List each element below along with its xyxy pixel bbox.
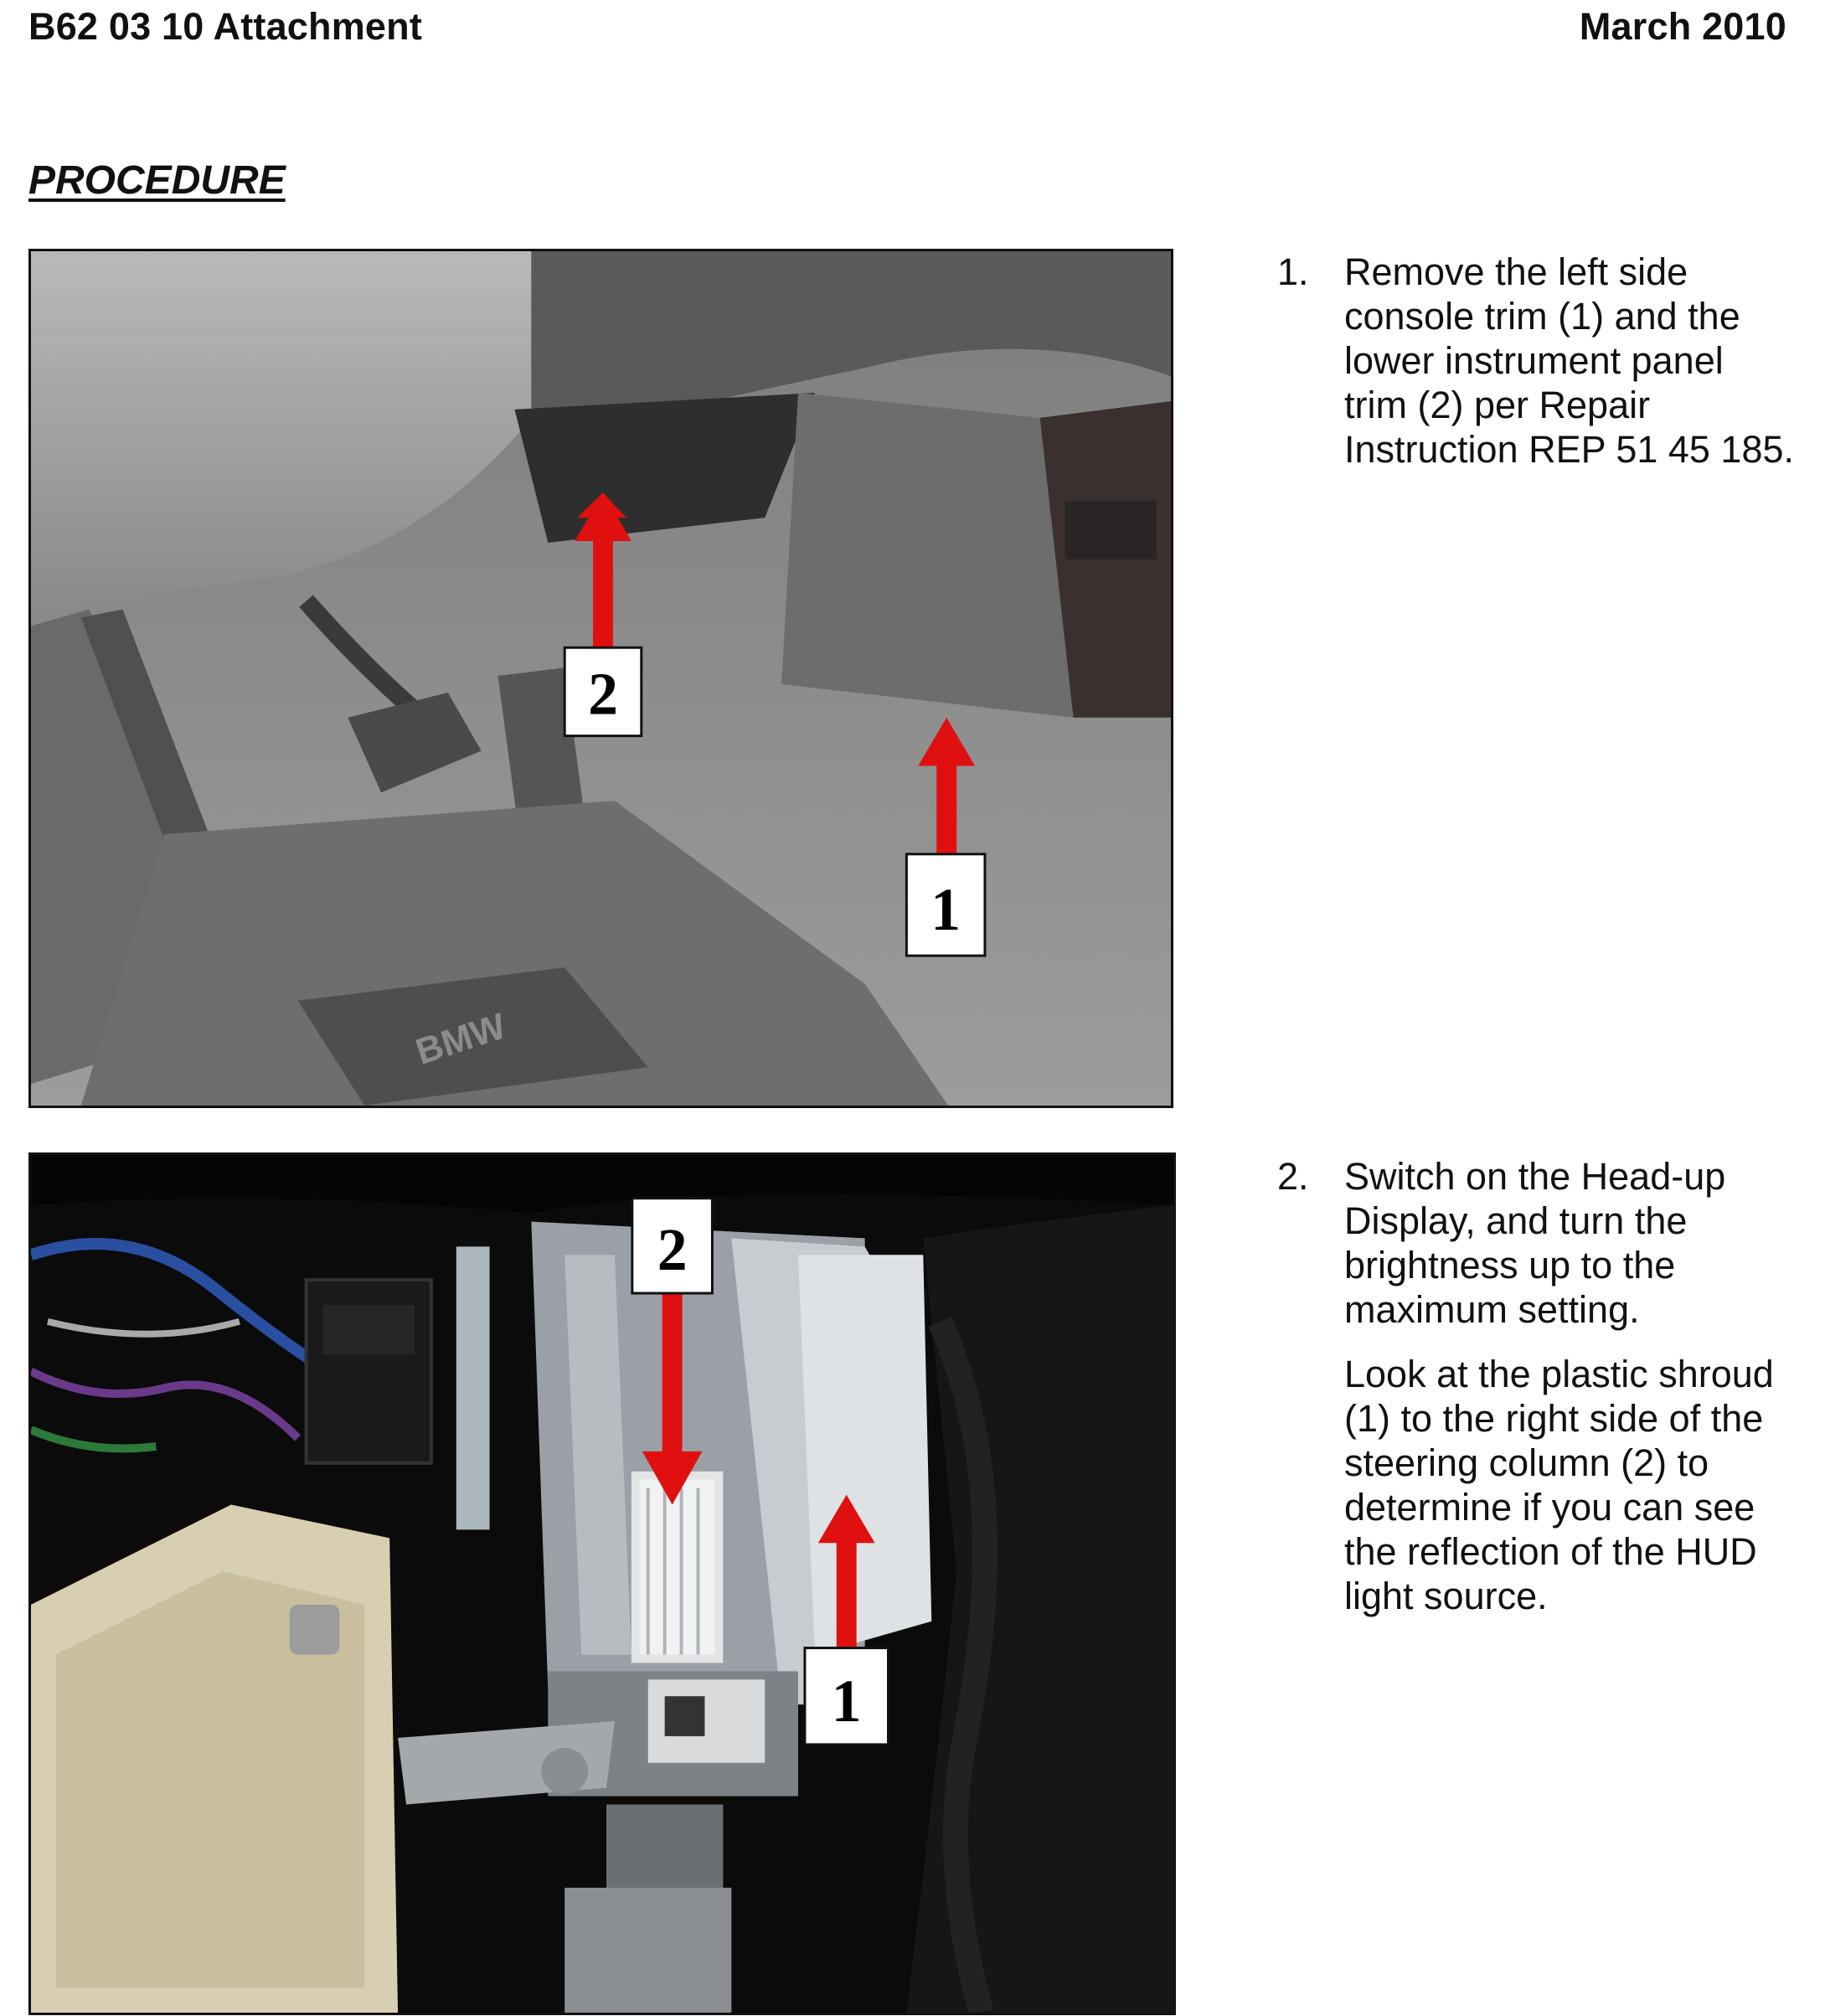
step-number: 2. bbox=[1277, 1155, 1309, 1198]
step-number: 1. bbox=[1277, 250, 1309, 293]
mat-logo: BMW bbox=[410, 1005, 511, 1073]
steering-column-photo bbox=[28, 1152, 1176, 2015]
callout-1: 1 bbox=[930, 877, 961, 944]
step-1 bbox=[1277, 250, 1796, 472]
step-text: Switch on the Head-up Display, and turn the brightness up to the maximum setting. bbox=[1344, 1155, 1726, 1331]
footwell-illustration bbox=[31, 251, 1171, 1106]
callout-2: 2 bbox=[657, 1217, 688, 1284]
step-text: Remove the left side console trim (1) and the lower instrument panel trim (2) per Repair Instruction REP 51 45 185. bbox=[1344, 250, 1795, 471]
step-2 bbox=[1277, 1154, 1796, 1618]
list-item bbox=[1277, 1154, 1796, 1618]
section-title: PROCEDURE bbox=[28, 158, 286, 203]
steering-column-illustration bbox=[31, 1155, 1173, 2013]
callout-1: 1 bbox=[831, 1668, 862, 1735]
step-text: Look at the plastic shroud (1) to the right side of the steering column (2) to determine if you can see the reflection of the HUD light source. bbox=[1344, 1353, 1774, 1617]
document-id: B62 03 10 Attachment bbox=[28, 5, 423, 48]
list-item bbox=[1277, 250, 1796, 472]
callout-2: 2 bbox=[588, 661, 618, 728]
document-date: March 2010 bbox=[1579, 5, 1786, 48]
footwell-photo bbox=[28, 249, 1173, 1108]
